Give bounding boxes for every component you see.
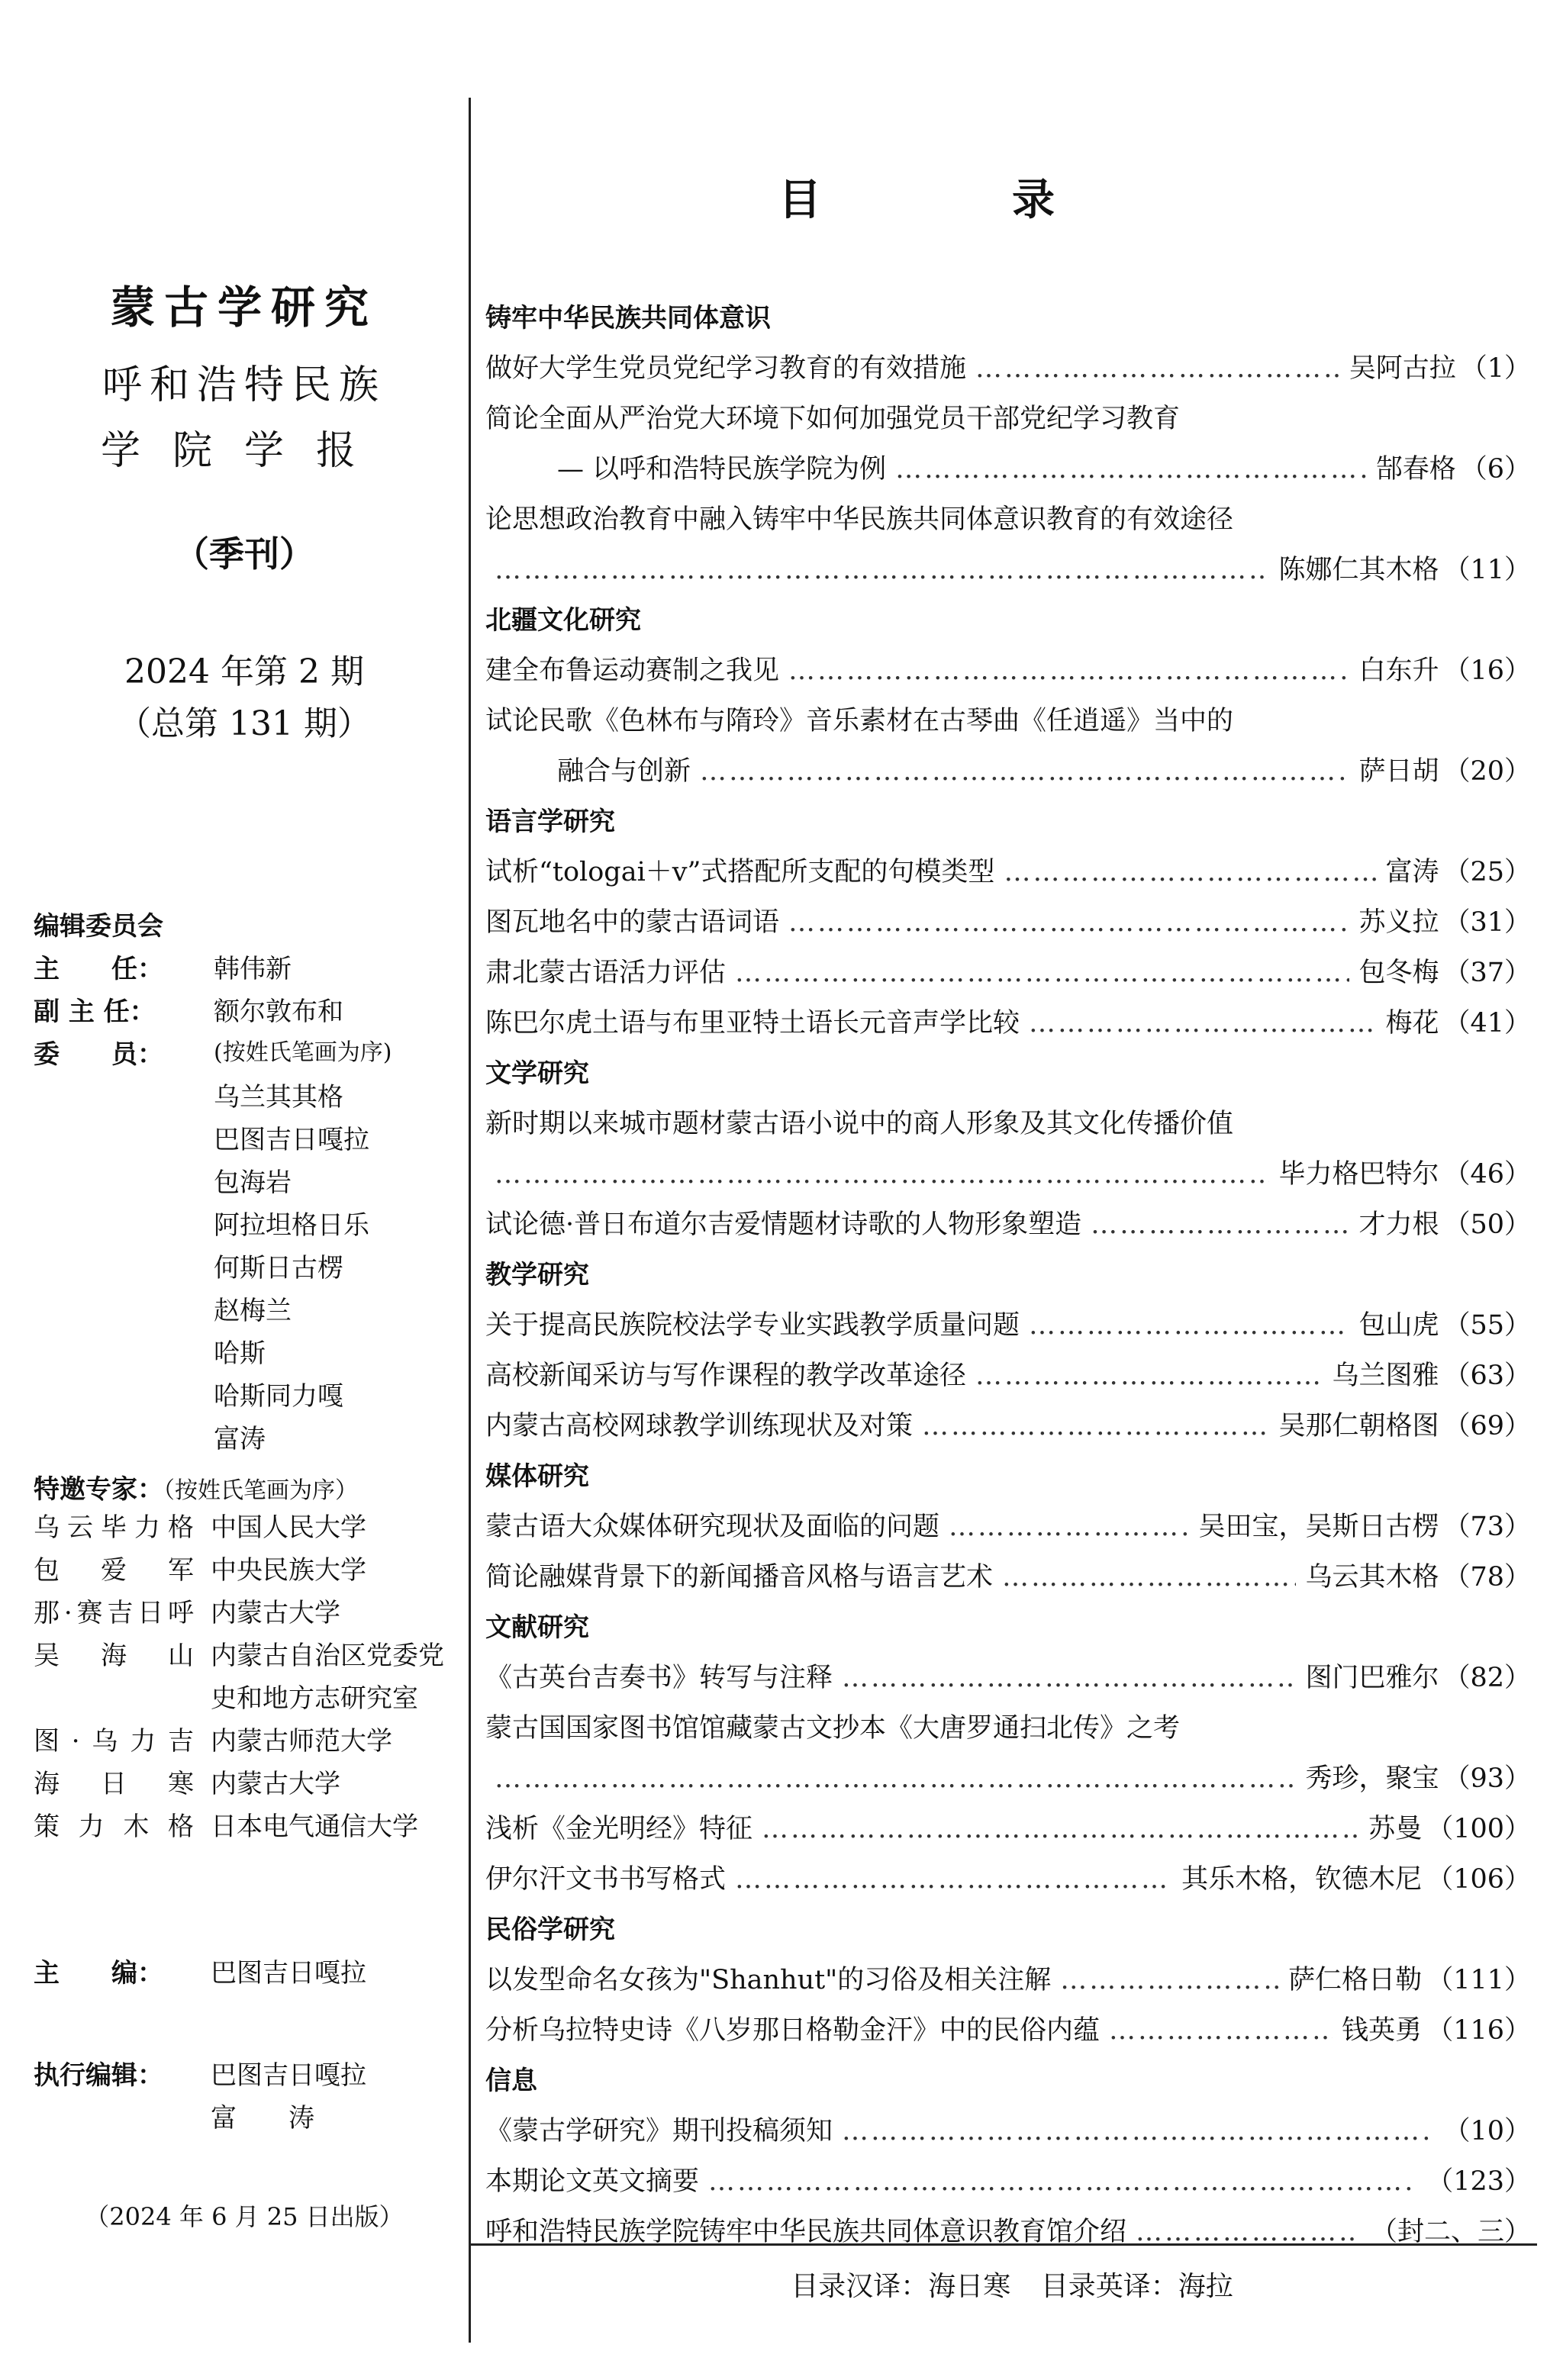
toc-entry-title: 呼和浩特民族学院铸牢中华民族共同体意识教育馆介绍: [485, 2217, 1127, 2247]
toc-column: [485, 0, 1539, 2380]
executive-editors: [34, 2054, 461, 2140]
experts-title-label: 特邀专家：: [34, 1474, 163, 1505]
toc-section-heading: 文献研究: [485, 1612, 589, 1643]
toc-entry-author: 图门巴雅尔: [1305, 1663, 1439, 1693]
dot-leader: [1060, 1955, 1279, 2005]
committee-member: 赵梅兰: [214, 1296, 292, 1326]
expert-name: 那·赛吉日呼: [34, 1598, 194, 1628]
exec-editor-name: 富 涛: [211, 2103, 314, 2134]
toc-entry: [485, 1401, 1531, 1451]
toc-entry-author: 郜春格: [1375, 454, 1456, 485]
toc-entry: [485, 1854, 1531, 1905]
committee-roles: [34, 948, 461, 1461]
toc-entry-author: 秀珍，聚宝: [1305, 1763, 1439, 1794]
dot-leader: [788, 897, 1349, 948]
issue-number: 2024 年第 2 期: [124, 652, 364, 691]
expert-institution: 内蒙古大学: [211, 1769, 340, 1799]
toc-entry-author: 苏义拉: [1358, 907, 1439, 938]
toc-entry-page: （31）: [1443, 907, 1531, 938]
toc-entry-title: 《古英台吉奏书》转写与注释: [485, 1663, 833, 1693]
toc-entry: [485, 1200, 1531, 1250]
toc-title: 目录: [778, 176, 1246, 225]
table-of-contents: [485, 293, 1531, 2257]
column-divider: [469, 98, 471, 2343]
toc-entry: [485, 1955, 1531, 2005]
toc-entry: [485, 1653, 1531, 1703]
toc-section-heading: 教学研究: [485, 1260, 589, 1290]
expert-name: 吴海山: [34, 1641, 194, 1671]
toc-entry-title: 试析“tologai＋v”式搭配所支配的句模类型: [485, 857, 995, 887]
dot-leader: [1002, 1552, 1296, 1602]
toc-entry-title: 简论全面从严治党大环境下如何加强党员干部党纪学习教育: [485, 404, 1181, 434]
toc-section-heading: 媒体研究: [485, 1461, 589, 1492]
expert-institution: 内蒙古自治区党委党史和地方志研究室: [211, 1641, 444, 1714]
dot-leader: [708, 2156, 1413, 2207]
committee-member: 哈斯: [214, 1338, 266, 1369]
dot-leader: [495, 1754, 1296, 1804]
toc-entry-title: 内蒙古高校网球教学训练现状及对策: [485, 1411, 914, 1441]
expert-row: [34, 1763, 461, 1805]
committee-member: 巴图吉日嘎拉: [214, 1125, 369, 1155]
dot-leader: [1029, 1300, 1349, 1351]
toc-entry: [485, 2106, 1531, 2156]
chief-editor: [34, 1952, 461, 1989]
toc-entry: [485, 1552, 1531, 1602]
toc-entry-page: （116）: [1426, 2015, 1531, 2046]
toc-entry: [485, 646, 1531, 696]
dot-leader: [788, 646, 1349, 696]
toc-entry-title: 高校新闻采访与写作课程的教学改革途径: [485, 1361, 967, 1391]
toc-section-heading: 文学研究: [485, 1058, 589, 1089]
toc-entry-author: 富涛: [1385, 857, 1439, 887]
toc-entry-continuation: 融合与创新: [557, 756, 691, 787]
en-translator: 目录英译：海拉: [1040, 2271, 1233, 2302]
expert-row: [34, 1506, 461, 1549]
deputy-name: 额尔敦布和: [214, 997, 343, 1027]
toc-entry-author: 萨仁格日勒: [1288, 1965, 1423, 1995]
dot-leader: [842, 2106, 1429, 2156]
expert-row: [34, 1592, 461, 1634]
expert-name: 乌云毕力格: [34, 1512, 194, 1543]
committee-member: 富涛: [214, 1424, 266, 1454]
toc-entry-page: （82）: [1443, 1663, 1531, 1693]
toc-entry-page: （69）: [1443, 1411, 1531, 1441]
toc-entry-page: （106）: [1426, 1864, 1531, 1895]
toc-entry-title: 分析乌拉特史诗《八岁那日格勒金汗》中的民俗内蕴: [485, 2015, 1101, 2046]
expert-row: [34, 1720, 461, 1763]
translator-credits: [485, 2265, 1539, 2304]
toc-entry-page: （11）: [1443, 555, 1531, 585]
journal-name: 蒙古学研究: [110, 282, 378, 333]
journal-subtitle-line2: 学院学报: [100, 428, 388, 474]
toc-entry-page: （63）: [1443, 1361, 1531, 1391]
members-list: [34, 1076, 461, 1461]
dot-leader: [922, 1401, 1269, 1451]
toc-entry-page: （16）: [1443, 655, 1531, 686]
expert-institution: 内蒙古大学: [211, 1598, 340, 1628]
toc-entry-title: 新时期以来城市题材蒙古语小说中的商人形象及其文化传播价值: [485, 1109, 1234, 1139]
dot-leader: [975, 343, 1340, 394]
toc-entry-title: 本期论文英文摘要: [485, 2166, 700, 2197]
toc-entry-title: 做好大学生党员党纪学习教育的有效措施: [485, 353, 967, 384]
toc-entry-continuation: — 以呼和浩特民族学院为例: [557, 454, 887, 485]
dot-leader: [1091, 1200, 1349, 1250]
toc-entry-page: （25）: [1443, 857, 1531, 887]
experts-note: （按姓氏笔画为序）: [163, 1477, 358, 1504]
exec-editor-name: 巴图吉日嘎拉: [211, 2060, 366, 2091]
members-note: (按姓氏笔画为序): [214, 1039, 392, 1066]
toc-section-heading: 信息: [485, 2066, 537, 2096]
toc-entry: [485, 444, 1531, 494]
chief-editor-name: 巴图吉日嘎拉: [211, 1958, 366, 1989]
expert-name: 策力木格: [34, 1812, 194, 1842]
director-row: [34, 948, 461, 990]
deputy-label: 副 主 任：: [34, 997, 156, 1027]
expert-row: [34, 1549, 461, 1592]
toc-entry-author: 白东升: [1358, 655, 1439, 686]
masthead-column: [31, 0, 458, 2380]
toc-entry-page: （41）: [1443, 1008, 1531, 1039]
expert-name: 图·乌力吉: [34, 1726, 194, 1757]
toc-entry-author: 萨日胡: [1358, 756, 1439, 787]
toc-entry: [485, 2005, 1531, 2056]
committee-member: 乌兰其其格: [214, 1082, 343, 1113]
toc-entry: [485, 545, 1531, 595]
toc-entry: [485, 343, 1531, 394]
toc-entry-author: 才力根: [1358, 1209, 1439, 1240]
toc-entry-page: （6）: [1460, 454, 1531, 485]
toc-section-heading: 民俗学研究: [485, 1915, 615, 1945]
experts-title: [34, 1468, 358, 1506]
dot-leader: [735, 1854, 1172, 1905]
toc-entry-author: 乌兰图雅: [1332, 1361, 1439, 1391]
toc-entry-page: （78）: [1443, 1562, 1531, 1593]
toc-entry-page: （50）: [1443, 1209, 1531, 1240]
dot-leader: [1109, 2005, 1333, 2056]
toc-entry: [485, 1754, 1531, 1804]
toc-section-heading: 语言学研究: [485, 807, 615, 837]
toc-entry: [485, 746, 1531, 797]
toc-entry-page: （73）: [1443, 1512, 1531, 1542]
dot-leader: [1004, 847, 1376, 897]
toc-entry-title: 肃北蒙古语活力评估: [485, 958, 727, 988]
toc-entry-page: （10）: [1443, 2116, 1531, 2147]
toc-entry-title: 《蒙古学研究》期刊投稿须知: [485, 2116, 833, 2147]
dot-leader: [949, 1502, 1189, 1552]
toc-entry: [485, 1149, 1531, 1200]
expert-institution: 内蒙古师范大学: [211, 1726, 392, 1757]
toc-entry-title: 试论德·普日布道尔吉爱情题材诗歌的人物形象塑造: [485, 1209, 1082, 1240]
toc-entry: [485, 998, 1531, 1048]
toc-entry-page: （20）: [1443, 756, 1531, 787]
dot-leader: [1029, 998, 1376, 1048]
dot-leader: [762, 1804, 1359, 1854]
toc-entry-author: 苏曼: [1368, 1814, 1423, 1844]
toc-section-heading: 铸牢中华民族共同体意识: [485, 303, 771, 333]
toc-entry-title: 蒙古国国家图书馆馆藏蒙古文抄本《大唐罗通扫北传》之考: [485, 1713, 1181, 1744]
toc-entry-author: 钱英勇: [1342, 2015, 1423, 2046]
toc-entry-title: 试论民歌《色林布与隋玲》音乐素材在古琴曲《任逍遥》当中的: [485, 706, 1234, 736]
toc-entry: [485, 1351, 1531, 1401]
toc-entry-author: 毕力格巴特尔: [1278, 1159, 1439, 1190]
experts-list: [34, 1506, 461, 1848]
committee-member: 何斯日古楞: [214, 1253, 343, 1283]
toc-entry-title: 论思想政治教育中融入铸牢中华民族共同体意识教育的有效途径: [485, 504, 1234, 535]
toc-entry: [485, 2207, 1531, 2257]
toc-entry: [485, 897, 1531, 948]
toc-entry-author: 梅花: [1385, 1008, 1439, 1039]
director-name: 韩伟新: [214, 954, 292, 984]
chief-editor-label: 主 编：: [34, 1958, 163, 1989]
dot-leader: [700, 746, 1349, 797]
toc-entry: [485, 847, 1531, 897]
toc-entry-page: （55）: [1443, 1310, 1531, 1341]
dot-leader: [735, 948, 1349, 998]
toc-entry-title: 简论融媒背景下的新闻播音风格与语言艺术: [485, 1562, 994, 1593]
toc-entry-title: 陈巴尔虎土语与布里亚特土语长元音声学比较: [485, 1008, 1020, 1039]
director-label: 主 任：: [34, 954, 163, 984]
toc-entry-title: 关于提高民族院校法学专业实践教学质量问题: [485, 1310, 1020, 1341]
toc-entry-title: 伊尔汗文书书写格式: [485, 1864, 727, 1895]
publication-date: （2024 年 6 月 25 日出版）: [85, 2202, 404, 2231]
exec-editor-label: 执行编辑：: [34, 2060, 163, 2091]
toc-entry-author: 其乐木格，钦德木尼: [1181, 1864, 1423, 1895]
dot-leader: [495, 1149, 1269, 1200]
toc-entry-author: 包山虎: [1358, 1310, 1439, 1341]
expert-institution: 日本电气通信大学: [211, 1812, 418, 1842]
toc-section-heading: 北疆文化研究: [485, 605, 641, 636]
toc-entry-page: （封二、三）: [1370, 2217, 1531, 2247]
expert-name: 包爱军: [34, 1555, 194, 1586]
toc-entry-title: 建全布鲁运动赛制之我见: [485, 655, 780, 686]
dot-leader: [842, 1653, 1296, 1703]
expert-row: [34, 1634, 461, 1720]
committee-member: 哈斯同力嘎: [214, 1381, 343, 1412]
toc-entry: [485, 948, 1531, 998]
committee-member: 阿拉坦格日乐: [214, 1210, 369, 1241]
toc-entry-author: 吴阿古拉: [1349, 353, 1456, 384]
toc-entry-page: （46）: [1443, 1159, 1531, 1190]
journal-subtitle-line1: 呼和浩特民族: [102, 362, 386, 408]
toc-entry-page: （100）: [1426, 1814, 1531, 1844]
toc-entry-page: （123）: [1426, 2166, 1531, 2197]
toc-entry-page: （111）: [1426, 1965, 1531, 1995]
expert-institution: 中央民族大学: [211, 1555, 366, 1586]
total-issue-number: （总第 131 期）: [118, 704, 371, 743]
members-label: 委 员：: [34, 1039, 163, 1070]
toc-entry-author: 吴那仁朝格图: [1278, 1411, 1439, 1441]
toc-entry-title: 浅析《金光明经》特征: [485, 1814, 753, 1844]
journal-frequency: （季刊）: [174, 533, 314, 575]
deputy-row: [34, 990, 461, 1033]
toc-entry: [485, 1804, 1531, 1854]
toc-entry-author: 包冬梅: [1358, 958, 1439, 988]
dot-leader: [495, 545, 1269, 595]
expert-row: [34, 1805, 461, 1848]
toc-entry: [485, 2156, 1531, 2207]
members-row: [34, 1033, 461, 1076]
dot-leader: [895, 444, 1367, 494]
expert-name: 海日寒: [34, 1769, 194, 1799]
committee-member: 包海岩: [214, 1167, 292, 1198]
dot-leader: [975, 1351, 1323, 1401]
toc-entry-page: （93）: [1443, 1763, 1531, 1794]
toc-entry: [485, 1502, 1531, 1552]
toc-entry-author: 乌云其木格: [1305, 1562, 1439, 1593]
toc-entry-title: 以发型命名女孩为"Shanhut"的习俗及相关注解: [485, 1965, 1052, 1995]
toc-entry-title: 图瓦地名中的蒙古语词语: [485, 907, 780, 938]
toc-entry-author: 陈娜仁其木格: [1278, 555, 1439, 585]
toc-entry: [485, 1300, 1531, 1351]
toc-entry-page: （37）: [1443, 958, 1531, 988]
cn-translator: 目录汉译：海日寒: [791, 2271, 1011, 2302]
dot-leader: [1136, 2207, 1357, 2257]
expert-institution: 中国人民大学: [211, 1512, 366, 1543]
toc-entry-author: 吴田宝，吴斯日古楞: [1198, 1512, 1439, 1542]
toc-entry-title: 蒙古语大众媒体研究现状及面临的问题: [485, 1512, 940, 1542]
committee-title: 编辑委员会: [34, 911, 163, 942]
toc-entry-page: （1）: [1460, 353, 1531, 384]
